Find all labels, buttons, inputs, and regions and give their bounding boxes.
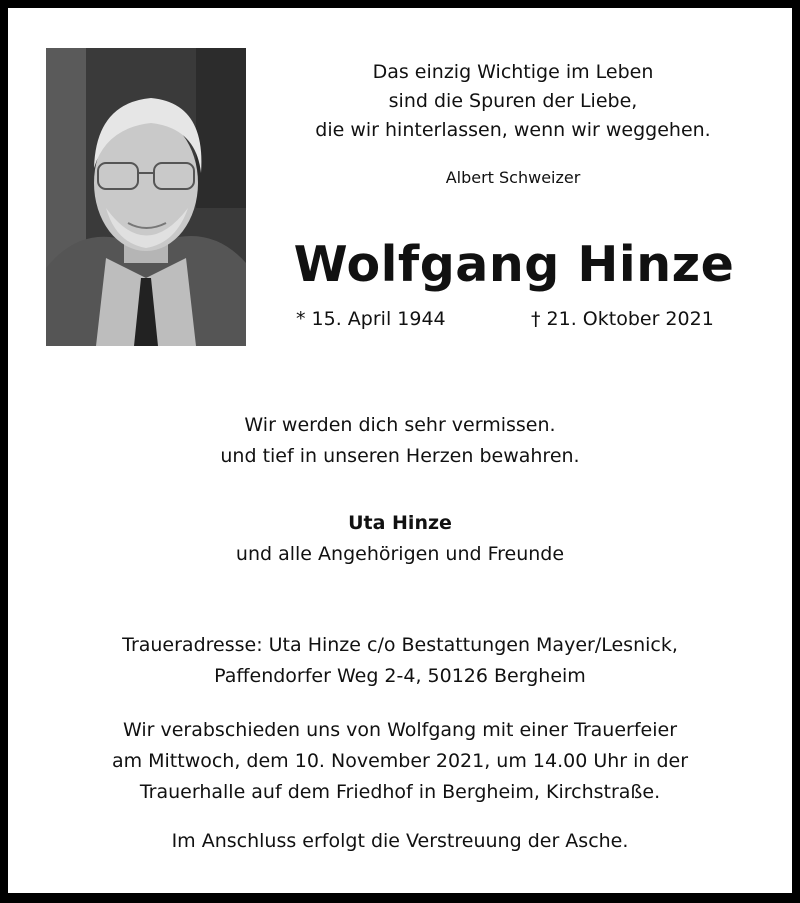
ceremony-line: Trauerhalle auf dem Friedhof in Bergheim, Kirchstraße.	[139, 781, 661, 803]
mourner-primary: Uta Hinze	[348, 512, 452, 534]
quote-line: sind die Spuren der Liebe,	[388, 90, 638, 112]
quote-line: Das einzig Wichtige im Leben	[372, 61, 654, 83]
ceremony-info	[8, 715, 792, 808]
mourning-address	[8, 630, 792, 692]
message-line: und tief in unseren Herzen bewahren.	[220, 445, 580, 467]
ceremony-line: Wir verabschieden uns von Wolfgang mit einer Trauerfeier	[122, 719, 677, 741]
mourners	[8, 508, 792, 570]
quote	[268, 58, 758, 145]
deceased-name: Wolfgang Hinze	[293, 236, 735, 293]
portrait-photo	[46, 48, 246, 346]
closing-note: Im Anschluss erfolgt die Verstreuung der Asche.	[171, 830, 629, 852]
address-line: Paffendorfer Weg 2-4, 50126 Bergheim	[214, 665, 586, 687]
quote-line: die wir hinterlassen, wenn wir weggehen.	[315, 119, 711, 141]
mourner-others: und alle Angehörigen und Freunde	[235, 543, 565, 565]
portrait-image	[46, 48, 246, 346]
address-line: Traueradresse: Uta Hinze c/o Bestattungen Mayer/Lesnick,	[122, 634, 678, 656]
farewell-message	[8, 410, 792, 472]
quote-author: Albert Schweizer	[445, 168, 581, 187]
obituary-card	[8, 8, 792, 893]
ceremony-line: am Mittwoch, dem 10. November 2021, um 14.00 Uhr in der	[111, 750, 689, 772]
death-date: † 21. Oktober 2021	[531, 308, 714, 330]
birth-date: * 15. April 1944	[296, 308, 446, 330]
message-line: Wir werden dich sehr vermissen.	[244, 414, 556, 436]
